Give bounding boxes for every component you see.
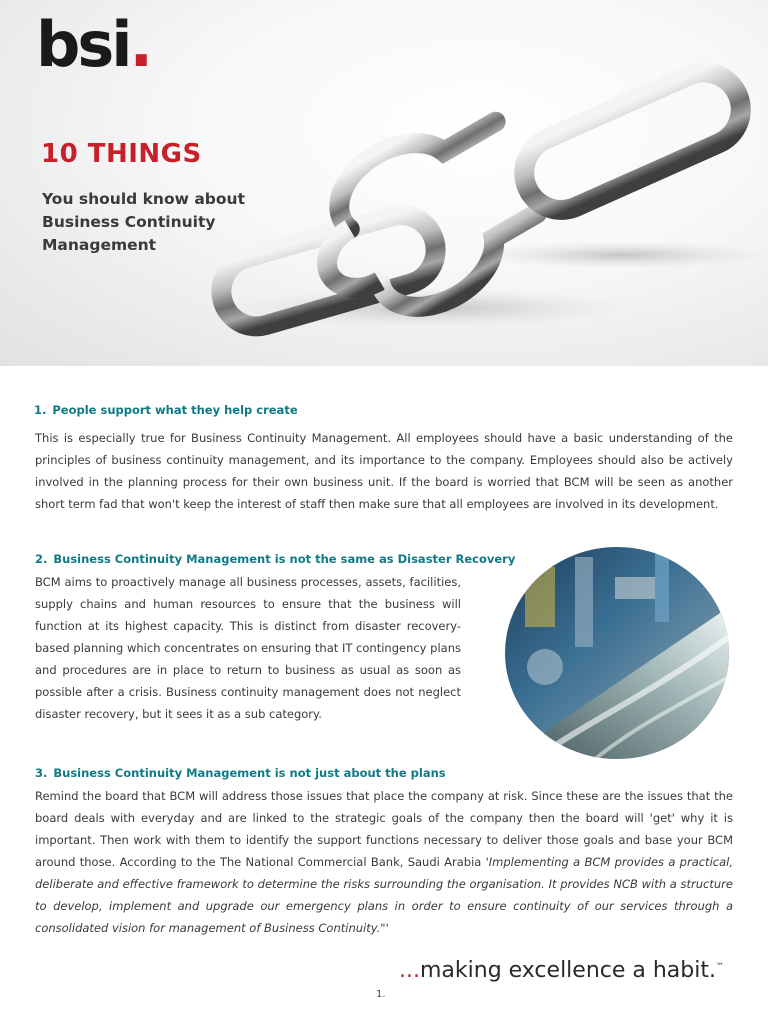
section-1-number: 1.: [34, 403, 47, 417]
section-3-body: [35, 785, 733, 939]
section-3-text: Remind the board that BCM will address those issues that place the company at risk. Since these are the issues that the board deals with everyday and are linked to the strategic goals of the company then the board will 'get' why it is important. Then work with them to identify the support functions necessary to deliver those goals and base your BCM around those. According to the The National Commercial Bank, Saudi Arabia: [35, 789, 733, 869]
bsi-logo: bsi.: [36, 8, 151, 81]
tagline-dots: ...: [399, 958, 420, 983]
section-2-heading: [35, 552, 515, 566]
section-2-number: 2.: [35, 552, 48, 566]
section-2-title: Business Continuity Management is not the same as Disaster Recovery: [53, 552, 516, 566]
section-1-heading: [34, 403, 298, 417]
page-title: 10 THINGS: [41, 139, 202, 169]
section-2-body: BCM aims to proactively manage all business processes, assets, facilities, supply chains and human resources to ensure that the business will function at its highest capacity. This is distinct from disaster recovery-based planning which concentrates on ensuring that IT contingency plans and procedures are in place to return to business as usual as soon as possible after a crisis. Business continuity management does not neglect disaster recovery, but it sees it as a sub category.: [35, 575, 461, 721]
page-number: 1.: [376, 989, 386, 1000]
tagline-text: making excellence a habit.: [419, 958, 716, 983]
tagline: [399, 958, 724, 983]
section-3-number: 3.: [35, 766, 48, 780]
section-1-title: People support what they help create: [52, 403, 298, 417]
trademark-mark: ™: [716, 961, 724, 971]
page-subtitle: You should know about Business Continuity Management: [42, 190, 245, 254]
machinery-water-circle-image: [505, 547, 729, 759]
section-3-title: Business Continuity Management is not just about the plans: [53, 766, 446, 780]
section-3-quote: 'Implementing a BCM provides a practical, deliberate and effective framework to determine the risks surrounding the organisation. It provides NCB with a structure to develop, implement and upgrade our emergency plans in order to ensure continuity of our services through a consolidated vision for management of Business Continuity."': [35, 855, 733, 935]
hero-banner: [0, 0, 768, 366]
section-3-heading: [35, 766, 446, 780]
section-1-body: This is especially true for Business Continuity Management. All employees should have a basic understanding of the principles of business continuity management, and its importance to the company. Employees should also be actively involved in the planning process for their own business unit. If the board is worried that BCM will be seen as another short term fad that won't keep the interest of staff then make sure that all employees are involved in its development.: [35, 431, 733, 511]
broken-chain-image: [200, 40, 768, 340]
